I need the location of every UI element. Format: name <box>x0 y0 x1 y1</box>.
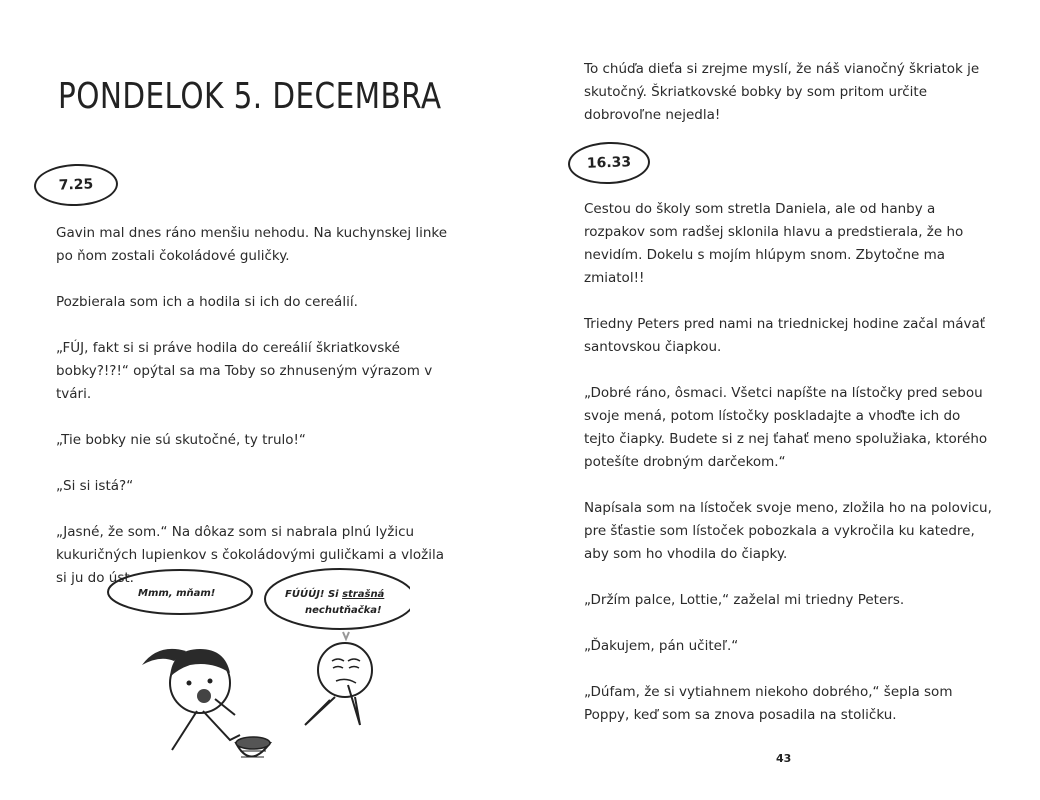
paragraph: „FÚJ, fakt si si práve hodila do cereálií škriatkovské bobky?!?!“ opýtal sa ma Toby so zhnuseným výrazom v tvári. <box>56 340 433 402</box>
right-page-intro <box>584 58 994 150</box>
bubble-left-text: Mmm, mňam! <box>138 588 216 599</box>
paragraph: „Dobré ráno, ôsmaci. Všetci napíšte na lístočky pred sebou svoje mená, potom lístočky poskladajte a vhoďte ich do tejto čiapky. Budete si z nej ťahať meno spolužiaka, ktorého potešíte drobným darčekom.“ <box>584 385 988 470</box>
cereal-bowl <box>236 737 270 757</box>
time-badge-morning <box>33 163 118 208</box>
paragraph: Gavin mal dnes ráno menšiu nehodu. Na kuchynskej linke po ňom zostali čokoládové guličky. <box>56 225 448 264</box>
time-badge-afternoon <box>567 141 650 186</box>
paragraph: „Ďakujem, pán učiteľ.“ <box>584 638 739 654</box>
bubble-right-underlined: strašná <box>342 589 385 600</box>
paragraph: „Si si istá?“ <box>56 478 134 494</box>
paragraph: „Dúfam, že si vytiahnem niekoho dobrého,“ šepla som Poppy, keď som sa znova posadila na stoličku. <box>584 684 953 723</box>
paragraph: To chúďa dieťa si zrejme myslí, že náš vianočný škriatok je skutočný. Škriatkovské bobky by som pritom určite dobrovoľne nejedla! <box>584 61 980 123</box>
bubble-pointer <box>343 632 349 639</box>
paragraph: Pozbierala som ich a hodila si ich do cereálií. <box>56 294 358 310</box>
chapter-title: PONDELOK 5. DECEMBRA <box>58 76 442 117</box>
paragraph: „Tie bobky nie sú skutočné, ty trulo!“ <box>56 432 306 448</box>
time-label: 7.25 <box>58 176 94 194</box>
paragraph: Cestou do školy som stretla Daniela, ale od hanby a rozpakov som radšej sklonila hlavu a predstierala, že ho nevidím. Dokelu s mojím hlúpym snom. Zbytočne ma zmiatol!! <box>584 201 964 286</box>
bubble-right-line2: nechutňačka! <box>305 605 382 616</box>
paragraph: Napísala som na lístoček svoje meno, zložila ho na polovicu, pre šťastie som lístoček pobozkala a vykročila ku katedre, aby som ho vhodila do čiapky. <box>584 500 992 562</box>
right-page-text <box>584 198 994 750</box>
time-label: 16.33 <box>586 154 632 172</box>
boy-figure <box>305 643 372 725</box>
left-page-text <box>56 222 456 613</box>
bubble-right-text: FÚÚÚJ! Si <box>285 589 343 600</box>
girl-figure <box>142 649 240 750</box>
paragraph: „Jasné, že som.“ Na dôkaz som si nabrala plnú lyžicu kukuričných lupienkov s čokoládovými guličkami a vložila si ju do úst. <box>56 524 444 586</box>
cereal-illustration <box>100 565 410 780</box>
bubble-right-line1 <box>285 587 385 600</box>
paragraph: „Držím palce, Lottie,“ zaželal mi triedny Peters. <box>584 592 905 608</box>
page-number: 43 <box>776 752 792 765</box>
paragraph: Triedny Peters pred nami na triednickej hodine začal mávať santovskou čiapkou. <box>584 316 986 355</box>
